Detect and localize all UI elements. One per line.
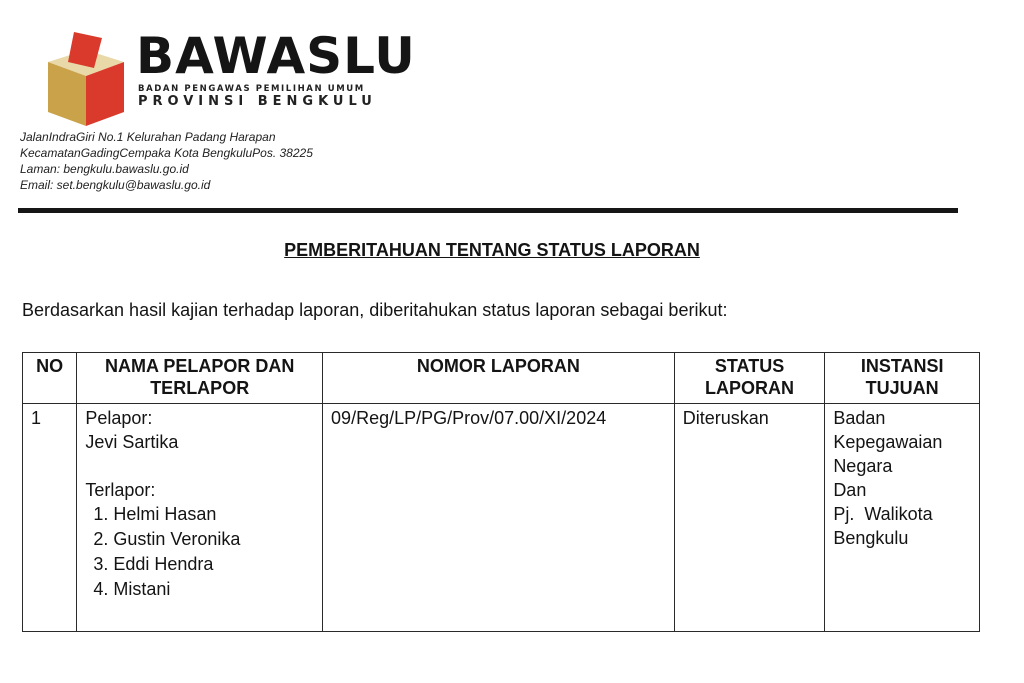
instansi-line: Negara xyxy=(833,456,893,476)
address-block xyxy=(20,129,313,193)
brand-name: BAWASLU xyxy=(136,27,416,85)
header-status-line2: LAPORAN xyxy=(705,378,795,398)
list-item: 1. Helmi Hasan xyxy=(113,502,314,527)
address-email: Email: set.bengkulu@bawaslu.go.id xyxy=(20,178,211,192)
terlapor-list xyxy=(85,502,314,602)
pelapor-label: Pelapor: xyxy=(85,408,153,428)
header-instansi-line2: TUJUAN xyxy=(865,378,939,398)
cell-no: 1 xyxy=(23,404,77,632)
status-table xyxy=(22,352,980,632)
brand-province: PROVINSI BENGKULU xyxy=(138,94,377,109)
header-nomor: NOMOR LAPORAN xyxy=(323,353,675,404)
pelapor-name: Jevi Sartika xyxy=(85,432,179,452)
list-item: 4. Mistani xyxy=(113,577,314,602)
instansi-line: Bengkulu xyxy=(833,528,909,548)
header-status xyxy=(674,353,825,404)
brand-subtitle: BADAN PENGAWAS PEMILIHAN UMUM xyxy=(138,84,365,94)
brand-block xyxy=(136,26,416,109)
header-nama: NAMA PELAPOR DAN TERLAPOR xyxy=(77,353,323,404)
address-website: Laman: bengkulu.bawaslu.go.id xyxy=(20,162,189,176)
cell-nomor: 09/Reg/LP/PG/Prov/07.00/XI/2024 xyxy=(323,404,675,632)
header-no: NO xyxy=(23,353,77,404)
instansi-line: Dan xyxy=(833,480,867,500)
document-title: PEMBERITAHUAN TENTANG STATUS LAPORAN xyxy=(284,240,700,260)
instansi-line: Kepegawaian xyxy=(833,432,943,452)
address-street: JalanIndraGiri No.1 Kelurahan Padang Harapan xyxy=(20,130,276,144)
cell-instansi xyxy=(825,404,980,632)
instansi-line: Pj. Walikota xyxy=(833,504,933,524)
header-divider xyxy=(18,208,958,213)
bawaslu-logo-icon xyxy=(40,28,132,128)
intro-paragraph: Berdasarkan hasil kajian terhadap laporan, diberitahukan status laporan sebagai berikut: xyxy=(22,300,728,320)
table-row xyxy=(23,404,980,632)
header-status-line1: STATUS xyxy=(714,356,785,376)
header-instansi xyxy=(825,353,980,404)
list-item: 2. Gustin Veronika xyxy=(113,527,314,552)
cell-nama xyxy=(77,404,323,632)
header-instansi-line1: INSTANSI xyxy=(860,356,944,376)
table-header-row xyxy=(23,353,980,404)
instansi-line: Badan xyxy=(833,408,886,428)
list-item: 3. Eddi Hendra xyxy=(113,552,314,577)
cell-status: Diteruskan xyxy=(674,404,825,632)
terlapor-label: Terlapor: xyxy=(85,480,156,500)
address-district: KecamatanGadingCempaka Kota BengkuluPos. 38225 xyxy=(20,146,313,160)
